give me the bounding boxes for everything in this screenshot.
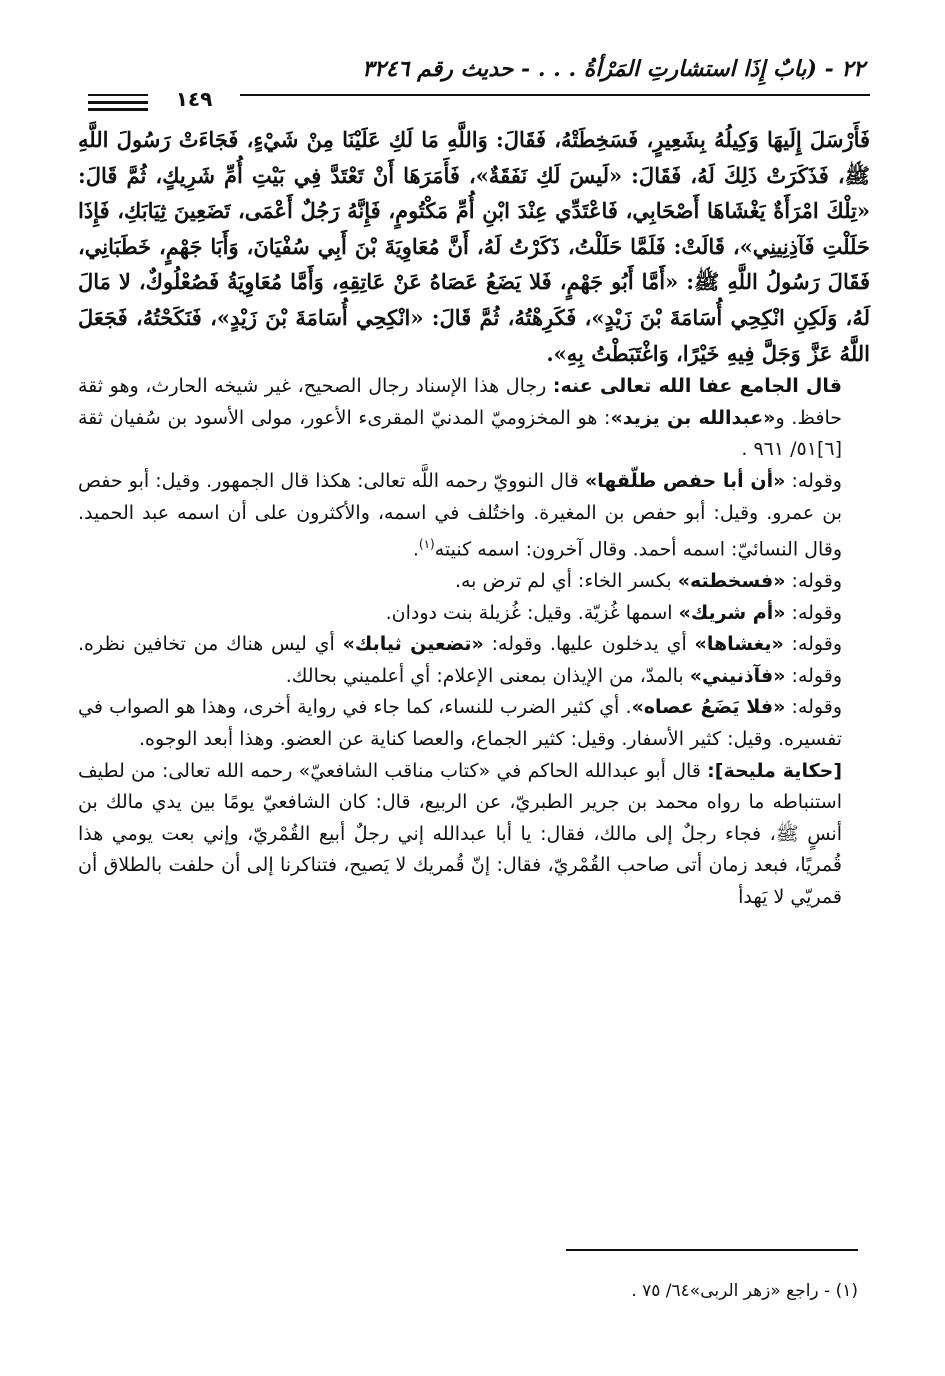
commentary-text: وقوله: — [785, 601, 842, 624]
main-text — [78, 122, 870, 914]
footnote-marker: (١) — [418, 537, 435, 552]
quoted-phrase: «فلا يَضَعُ عصاه» — [631, 696, 786, 719]
quoted-phrase: «فسخطته» — [677, 570, 786, 593]
anecdote-heading: [حكاية مليحة]: — [707, 759, 843, 782]
commentary-text: . — [412, 538, 419, 561]
author-remark-lead: قال الجامع عفا الله تعالى عنه: — [552, 375, 842, 398]
commentary-paragraph — [78, 756, 870, 914]
footnote: (١) - راجع «زهر الربى»٦٤/ ٧٥ . — [631, 1281, 858, 1301]
commentary-paragraph — [78, 692, 870, 755]
commentary-paragraph — [78, 598, 870, 630]
quoted-phrase: «أم شريك» — [678, 601, 786, 624]
commentary-paragraph — [78, 629, 870, 692]
page-number: ١٤٩ — [148, 86, 240, 112]
commentary-text: قال أبو عبدالله الحاكم في «كتاب مناقب الشافعيّ» رحمه الله تعالى: من لطيف استنباطه ما رواه محمد بن جرير الطبريّ، عن الربيع، قال: كان الشافعيّ يومًا بين يدي مالك بن أنسٍ ﷺ، فجاء رجلٌ إلى مالك، فقال: يا أبا عبدالله إني رجلٌ أبيع القُمْريّ، وإني بعت يومي هذا قُمريًا، فبعد زمان أتى صاحب القُمْريّ، فقال: إنّ قُمريك لا يَصيح، فتناكرنا إلى أن حلفت بالطلاق أن قمريّي لا يَهدأ — [78, 759, 842, 908]
commentary-text: . أي كثير الضرب للنساء، كما جاء في رواية أخرى، وهذا هو الصواب في تفسيره. وقيل: كثير الأسفار. وقيل: كثير الجماع، والعصا كناية عن العضو. وهذا أبعد الوجوه. — [78, 696, 842, 751]
commentary-text: أي ليس هناك من تخافين نظره. وقوله: — [78, 633, 842, 687]
commentary-text: بكسر الخاء: أي لم ترض به. — [454, 570, 678, 593]
commentary-text: وقوله: — [785, 570, 842, 593]
commentary-text: : هو المخزوميّ المدنيّ المقرىء الأعور، مولى الأسود بن سُفيان ثقة [٦]٥١/ ٩٦١ . — [78, 406, 842, 461]
quoted-phrase: «فآذنيني» — [689, 664, 786, 687]
quoted-phrase: «أن أبا حفص طلّقها» — [584, 469, 786, 492]
commentary-paragraph — [78, 371, 870, 466]
commentary-text: وقوله: — [783, 633, 843, 656]
quoted-phrase: «تضعين ثيابك» — [342, 633, 484, 656]
commentary-text: اسمها غُزيّة. وقيل: غُزيلة بنت دودان. — [385, 601, 679, 624]
commentary-text: وقوله: — [785, 469, 842, 492]
commentary-text: بالمدّ، من الإيذان بمعنى الإعلام: أي أعلميني بحالك. — [285, 664, 690, 687]
commentary-text: قال النوويّ رحمه اللَّه تعالى: هكذا قال الجمهور. وقيل: أبو حفص بن عمرو. وقيل: أبو حفص بن المغيرة. واختُلف في اسمه، والأكثرون على أن اسمه عبد الحميد. وقال النسائيّ: اسمه أحمد. وقال آخرون: اسمه كنيته — [78, 469, 842, 561]
commentary-text: وقوله: — [785, 696, 843, 719]
footnote-rule — [566, 1249, 858, 1251]
commentary-text: أي يدخلون عليها. وقوله: — [483, 633, 695, 656]
commentary-paragraph — [78, 466, 870, 566]
commentary-paragraph — [78, 566, 870, 598]
running-header: ٢٢ - (بابٌ إِذَا استشارتِ المَرْأةُ . . . - حديث رقم ٣٢٤٦ — [362, 56, 865, 82]
quoted-phrase: «يغشاها» — [694, 633, 784, 656]
commentary-text: رجال هذا الإسناد رجال الصحيح، غير شيخه الحارث، وهو ثقة حافظ. و — [78, 375, 843, 429]
hadith-paragraph: فَأَرْسَلَ إِلَيهَا وَكِيلُهُ بِشَعِيرٍ، فَسَخِطَتْهُ، فَقَالَ: وَاللَّهِ مَا لَكِ عَلَيْنَا مِنْ شَيْءٍ، فَجَاءَتْ رَسُولَ اللَّهِ ﷺ، فَذَكَرَتْ ذَلِكَ لَهُ، فَقَالَ: «لَيسَ لَكِ نَفَقَةٌ»، فَأَمَرَهَا أَنْ تَعْتَدَّ فِي بَيْتِ أُمِّ شَرِيكٍ، ثُمَّ قَالَ: «تِلْكَ امْرَأَةٌ يَغْشَاهَا أَصْحَابِي، فَاعْتَدِّي عِنْدَ ابْنِ أُمِّ مَكْتُومٍ، فَإِنَّهُ رَجُلٌ أَعْمَى، تَضَعِينَ ثِيَابَكِ، فَإِذَا حَلَلْتِ فَآذِنِينِي»، قَالَتْ: فَلَمَّا حَلَلْتُ، ذَكَرْتُ لَهُ، أَنَّ مُعَاوِيَةَ بْنَ أَبِي سُفْيَانَ، وَأَبَا جَهْمٍ، خَطَبَانِي، فَقَالَ رَسُولُ اللَّهِ ﷺ: «أَمَّا أَبُو جَهْمٍ، فَلا يَضَعُ عَصَاهُ عَنْ عَاتِقِهِ، وَأَمَّا مُعَاوِيَةُ فَصُعْلُوكٌ، لا مَالَ لَهُ، وَلَكِنِ انْكِحِي أُسَامَةَ بْنَ زَيْدٍ»، فَكَرِهْتُهُ، ثُمَّ قَالَ: «انْكِحِي أُسَامَةَ بْنَ زَيْدٍ»، فَنَكَحْتُهُ، فَجَعَلَ اللَّهُ عَزَّ وَجَلَّ فِيهِ خَيْرًا، وَاغْتَبَطْتُ بِهِ». — [78, 127, 870, 366]
narrator-name: «عبدالله بن يزيد» — [610, 406, 776, 429]
